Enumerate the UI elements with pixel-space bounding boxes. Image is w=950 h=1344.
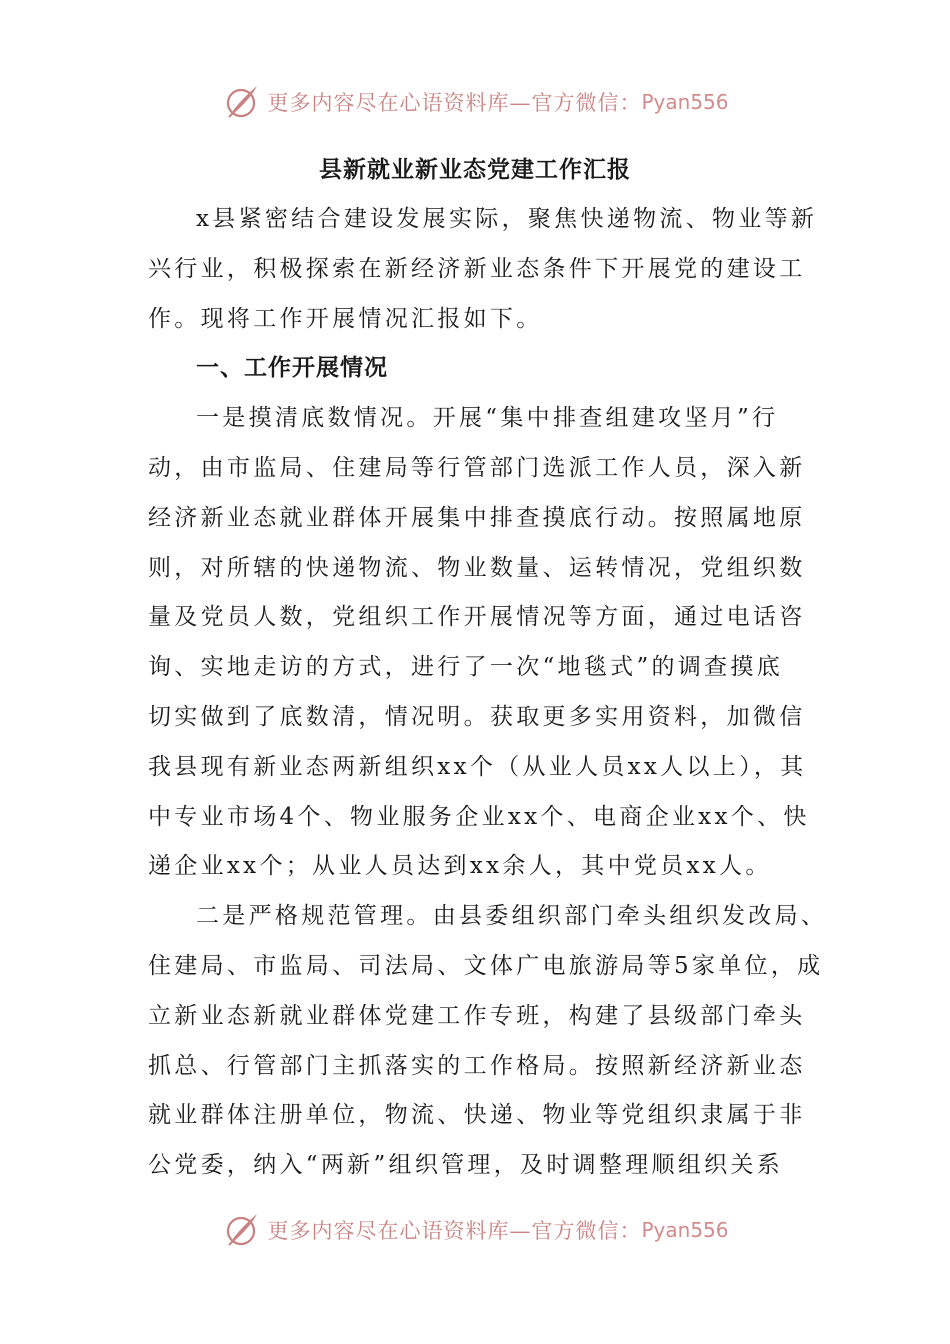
paragraph-line: 我县现有新业态两新组织xx个（从业人员xx人以上），其 bbox=[148, 753, 807, 780]
paragraph-line: 二是严格规范管理。由县委组织部门牵头组织发改局、 bbox=[196, 903, 828, 930]
paragraph-line: 立新业态新就业群体党建工作专班，构建了县级部门牵头 bbox=[148, 1002, 806, 1029]
paragraph-line: 量及党员人数，党组织工作开展情况等方面，通过电话咨 bbox=[148, 604, 806, 631]
watermark-text: 更多内容尽在心语资料库—官方微信： bbox=[267, 91, 642, 115]
quill-pen-icon bbox=[221, 1210, 261, 1250]
header-watermark bbox=[0, 80, 950, 124]
paragraph-line: 抓总、行管部门主抓落实的工作格局。按照新经济新业态 bbox=[148, 1052, 806, 1079]
watermark-wechat-id: Pyan556 bbox=[641, 1218, 729, 1242]
footer-watermark bbox=[0, 1208, 950, 1252]
paragraph-line: 递企业xx个；从业人员达到xx余人，其中党员xx人。 bbox=[148, 853, 772, 880]
document-title: 县新就业新业态党建工作汇报 bbox=[319, 157, 631, 183]
paragraph-line: 切实做到了底数清，情况明。获取更多实用资料，加微信 bbox=[148, 703, 806, 730]
document-body bbox=[148, 195, 828, 1191]
section-heading: 一、工作开展情况 bbox=[196, 355, 388, 382]
paragraph-line: 住建局、市监局、司法局、文体广电旅游局等5家单位，成 bbox=[148, 952, 824, 979]
watermark-wechat-id: Pyan556 bbox=[641, 90, 729, 114]
paragraph-line: 经济新业态就业群体开展集中排查摸底行动。按照属地原 bbox=[148, 504, 806, 531]
paragraph-line: 中专业市场4个、物业服务企业xx个、电商企业xx个、快 bbox=[148, 803, 810, 830]
paragraph-line: 动，由市监局、住建局等行管部门选派工作人员，深入新 bbox=[148, 454, 806, 481]
paragraph-line: 公党委，纳入“两新”组织管理，及时调整理顺组织关系 bbox=[148, 1152, 784, 1179]
paragraph-line: 询、实地走访的方式，进行了一次“地毯式”的调查摸底 bbox=[148, 654, 784, 681]
paragraph-line: 就业群体注册单位，物流、快递、物业等党组织隶属于非 bbox=[148, 1102, 806, 1129]
paragraph-line: 兴行业，积极探索在新经济新业态条件下开展党的建设工 bbox=[148, 255, 806, 282]
paragraph-line: 作。现将工作开展情况汇报如下。 bbox=[148, 305, 543, 332]
paragraph-line: 一是摸清底数情况。开展“集中排查组建攻坚月”行 bbox=[196, 405, 779, 432]
quill-pen-icon bbox=[221, 82, 261, 122]
paragraph-line: x县紧密结合建设发展实际，聚焦快递物流、物业等新 bbox=[196, 206, 818, 232]
watermark-text: 更多内容尽在心语资料库—官方微信： bbox=[267, 1219, 642, 1243]
paragraph-line: 则，对所辖的快递物流、物业数量、运转情况，党组织数 bbox=[148, 554, 806, 581]
